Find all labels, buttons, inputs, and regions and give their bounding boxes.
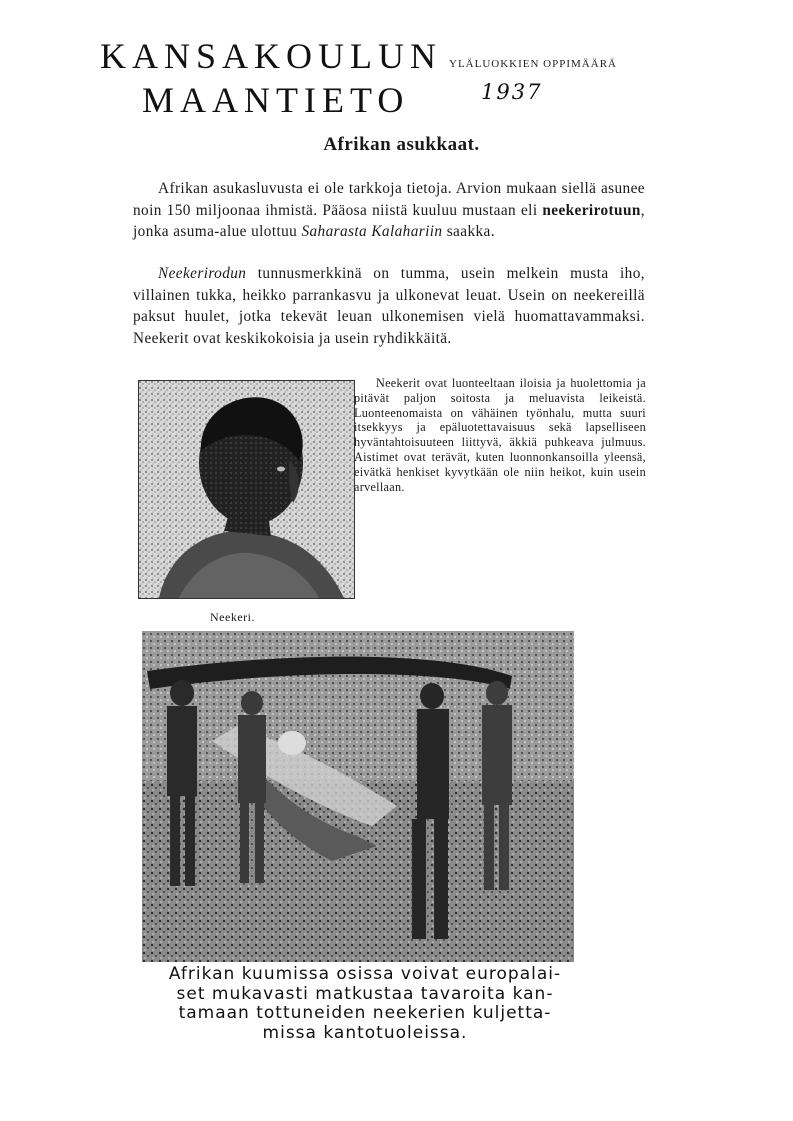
sedan-chair-photo [142,631,574,962]
italic-term: Neekerirodun [158,265,247,282]
paragraph-population [133,178,645,243]
paragraph-nature [354,376,646,494]
book-title-line1: KANSAKOULUN [100,36,442,76]
photo-caption-line: tamaan tottuneiden neekerien kuljetta- [178,1003,552,1023]
portrait-caption: Neekeri. [210,610,255,624]
book-title [100,34,440,122]
paragraph-text: saakka. [442,223,495,241]
paragraph-text: Neekerit ovat luonteeltaan iloisia ja huolettomia ja pitävät paljon soitosta ja meluavista leikeistä. Luonteenomaista on vähäinen työnhalu, mutta suuri itsekkyys ja epäluotettavaisuus sekä lapselliseen hyväntahtoisuuteen liittyvä, äkkiä puhkeava julmuus. Aistimet ovat terävät, kuten luonnonkansoilla yleensä, eivätkä henkiset kyvytkään ole niin heikot, kuin usein arvellaan. [354,376,646,494]
italic-place: Saharasta Kalahariin [301,223,443,241]
photo-caption-line: missa kantotuoleissa. [262,1022,468,1043]
paragraph-text: Afrikan asukasluvusta ei ole tarkkoja tietoja. Arvion mukaan siellä asunee noin 150 miljoonaa ihmistä. Pääosa niistä kuuluu mustaan eli [133,180,645,219]
paragraph-text: tunnusmerkkinä on tumma, usein melkein musta iho, villainen tukka, heikko parrankasvu ja ulkonevat leuat. Usein on neekereillä paksut huulet, jotka tekevät leuan ulkonemisen vielä huomattavammaksi. Neekerit ovat keskikokoisia ja usein ryhdikkäitä. [133,265,645,347]
book-title-line2: MAANTIETO [142,80,410,120]
photo-caption [140,965,590,1043]
portrait-image [138,380,355,599]
handwritten-year: 1937 [481,80,543,104]
paragraph-characteristics [133,263,645,349]
photo-caption-line: set mukavasti matkustaa tavaroita kan- [176,983,554,1004]
paragraph-text: , jonka asuma-alue ulottuu [133,201,645,241]
photo-caption-line: Afrikan kuumissa osissa voivat europalai- [168,964,562,984]
section-heading: Afrikan asukkaat. [323,134,480,155]
bold-term: neekerirotuun [542,201,641,219]
level-label: YLÄLUOKKIEN OPPIMÄÄRÄ [449,58,617,70]
